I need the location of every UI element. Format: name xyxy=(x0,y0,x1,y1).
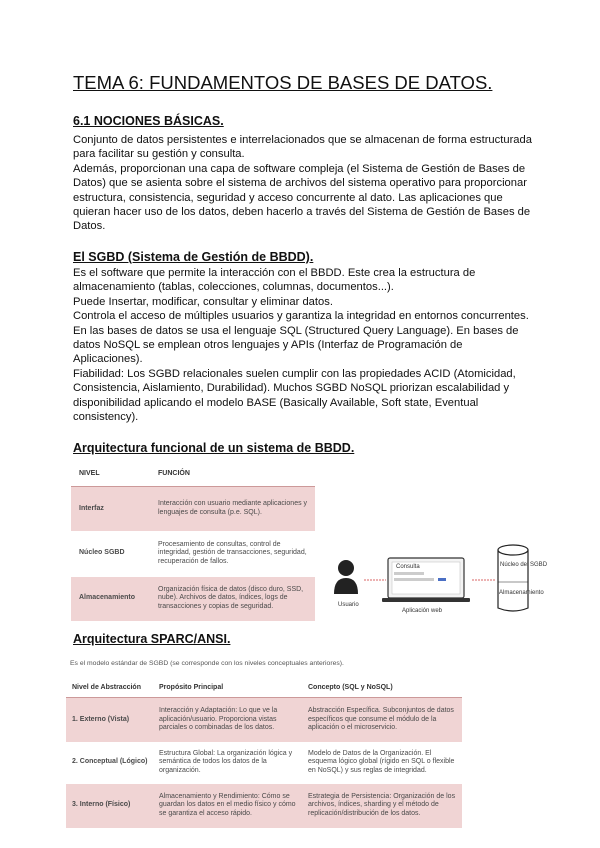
text-line: datos NoSQL se emplean otros lenguajes y APIs (Interfaz de Programación de xyxy=(73,339,463,352)
functional-architecture-table xyxy=(71,462,315,621)
purpose-cell: Estructura Global: La organización lógica y semántica de todos los datos de la organización. xyxy=(153,742,302,784)
text-line: Además, proporcionan una capa de software compleja (el Sistema de Gestión de Bases de xyxy=(73,162,526,175)
level-cell: 1. Externo (Vista) xyxy=(66,698,153,742)
purpose-cell: Interacción y Adaptación: Lo que ve la aplicación/usuario. Proporciona vistas parciales o combinadas de los datos. xyxy=(153,698,302,742)
storage-label: Almacenamiento xyxy=(499,590,544,596)
table-row xyxy=(71,487,315,531)
text-line: estructura, consistencia, seguridad y acceso concurrente al dato. Las aplicaciones que xyxy=(73,191,503,204)
database-icon xyxy=(498,545,528,611)
text-line: Fiabilidad: Los SGBD relacionales suelen cumplir con las propiedades ACID (Atomicidad, xyxy=(73,367,516,380)
text-line: Controla el acceso de múltiples usuarios y garantiza la integridad en entornos concurrentes. xyxy=(73,310,529,323)
text-line: Es el software que permite la interacción con el BBDD. Este crea la estructura de xyxy=(73,267,476,279)
level-cell: Interfaz xyxy=(71,487,150,531)
text-line: disponibilidad aplicando el modelo BASE (Basically Available, Soft state, Eventual xyxy=(73,396,479,409)
table-row xyxy=(66,784,462,828)
purpose-cell: Almacenamiento y Rendimiento: Cómo se guardan los datos en el medio físico y cómo se garantiza el acceso rápido. xyxy=(153,784,302,828)
table-row xyxy=(71,577,315,621)
user-label: Usuario xyxy=(338,602,359,608)
level-cell: 3. Interno (Físico) xyxy=(66,784,153,828)
section-heading-sgbd: El SGBD (Sistema de Gestión de BBDD). xyxy=(73,250,314,264)
text-line: quieran hacer uso de los datos, deben hacerlo a través del Sistema de Gestión de Bases de xyxy=(73,206,531,219)
concept-cell: Estrategia de Persistencia: Organización de los archivos, índices, sharding y el método de replicación/distribución de los datos. xyxy=(302,784,462,828)
table-header-row xyxy=(66,680,462,698)
window-label: Consulta xyxy=(396,564,420,570)
table-row xyxy=(66,742,462,784)
column-header-concepto: Concepto (SQL y NoSQL) xyxy=(302,680,462,698)
function-cell: Procesamiento de consultas, control de integridad, gestión de transacciones, seguridad, recuperación de fallos. xyxy=(150,531,315,577)
text-line: Datos) que se asienta sobre el sistema de archivos del sistema operativo para proporcionar xyxy=(73,177,527,190)
sparc-intro: Es el modelo estándar de SGBD (se corresponde con los niveles conceptuales anteriores). xyxy=(70,660,344,667)
text-line: Consistencia, Aislamiento, Durabilidad). Muchos SGBD NoSQL priorizan escalabilidad y xyxy=(73,382,510,395)
function-cell: Organización física de datos (disco duro, SSD, nube). Archivos de datos, índices, logs de transacciones y copias de seguridad. xyxy=(150,577,315,621)
table-header-row xyxy=(71,462,315,487)
column-header-funcion: FUNCIÓN xyxy=(150,462,315,487)
column-header-nivel: NIVEL xyxy=(71,462,150,487)
text-line: consistency). xyxy=(73,411,139,424)
column-header-proposito: Propósito Principal xyxy=(153,680,302,698)
paragraph-sgbd xyxy=(73,266,533,424)
level-cell: Núcleo SGBD xyxy=(71,531,150,577)
function-cell: Interacción con usuario mediante aplicaciones y lenguajes de consulta (p.e. SQL). xyxy=(150,487,315,531)
core-label: Núcleo del SGBD xyxy=(500,562,548,568)
concept-cell: Modelo de Datos de la Organización. El esquema lógico global (rígido en SQL o flexible en NoSQL) y sus reglas de integridad. xyxy=(302,742,462,784)
architecture-diagram xyxy=(330,538,548,620)
text-line: Datos. xyxy=(73,220,106,233)
table-row xyxy=(66,698,462,742)
page-title: TEMA 6: FUNDAMENTOS DE BASES DE DATOS. xyxy=(73,72,493,93)
text-line: En las bases de datos se usa el lenguaje SQL (Structured Query Language). En bases de xyxy=(73,324,519,337)
text-line: para facilitar su gestión y consulta. xyxy=(73,148,245,161)
column-header-nivel: Nivel de Abstracción xyxy=(66,680,153,698)
section-heading-arquitectura-funcional: Arquitectura funcional de un sistema de BBDD. xyxy=(73,441,355,455)
app-label: Aplicación web xyxy=(402,608,443,614)
text-line: Conjunto de datos persistentes e interrelacionados que se almacenan de forma estructurada xyxy=(73,134,532,146)
section-heading-nociones: 6.1 NOCIONES BÁSICAS. xyxy=(73,114,224,128)
table-row xyxy=(71,531,315,577)
section-heading-sparc: Arquitectura SPARC/ANSI. xyxy=(73,632,231,646)
text-line: Aplicaciones). xyxy=(73,353,143,366)
level-cell: 2. Conceptual (Lógico) xyxy=(66,742,153,784)
paragraph-nociones xyxy=(73,133,533,234)
concept-cell: Abstracción Específica. Subconjuntos de datos específicos que consume el módulo de la aplicación o el microservicio. xyxy=(302,698,462,742)
user-icon xyxy=(334,560,358,594)
text-line: almacenamiento (tablas, colecciones, columnas, documentos...). xyxy=(73,281,394,294)
sparc-architecture-table xyxy=(66,680,462,828)
text-line: Puede Insertar, modificar, consultar y eliminar datos. xyxy=(73,295,333,308)
level-cell: Almacenamiento xyxy=(71,577,150,621)
